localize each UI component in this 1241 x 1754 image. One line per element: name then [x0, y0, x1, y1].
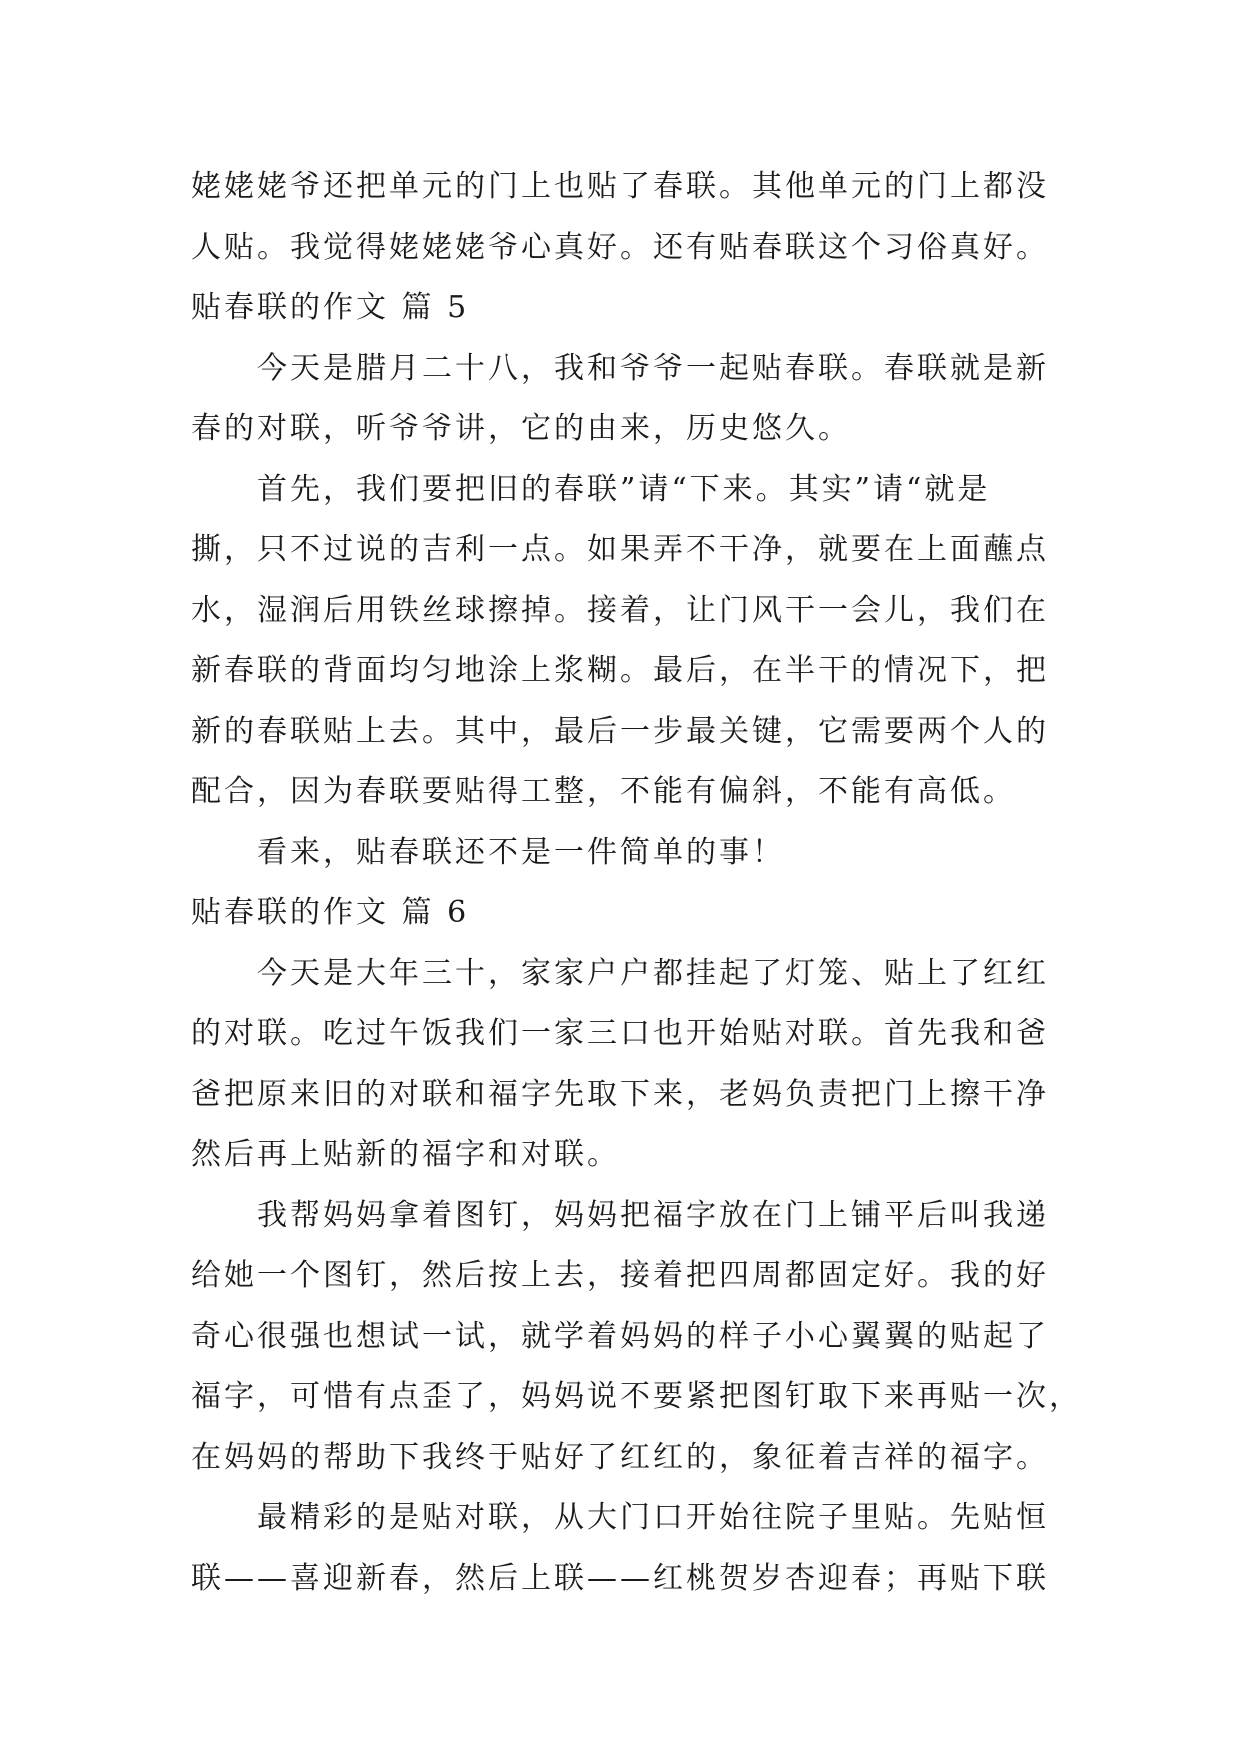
text-line: 新的春联贴上去。其中，最后一步最关键，它需要两个人的 — [191, 713, 1049, 749]
paragraph-start-line: 今天是腊月二十八，我和爷爷一起贴春联。春联就是新 — [257, 350, 1049, 386]
text-line: 人贴。我觉得姥姥姥爷心真好。还有贴春联这个习俗真好。 — [191, 229, 1049, 265]
text-line: 的对联。吃过午饭我们一家三口也开始贴对联。首先我和爸 — [191, 1016, 1049, 1051]
text-line: 联——喜迎新春，然后上联——红桃贺岁杏迎春；再贴下联 — [191, 1560, 1049, 1596]
text-line: 然后再上贴新的福字和对联。 — [191, 1137, 620, 1172]
paragraph-start-line: 看来，贴春联还不是一件简单的事！ — [257, 834, 785, 870]
text-line: 新春联的背面均匀地涂上浆糊。最后，在半干的情况下，把 — [191, 653, 1049, 688]
text-line: 撕，只不过说的吉利一点。如果弄不干净，就要在上面蘸点 — [191, 532, 1049, 567]
text-line: 奇心很强也想试一试，就学着妈妈的样子小心翼翼的贴起了 — [191, 1318, 1049, 1354]
paragraph-start-line: 我帮妈妈拿着图钉，妈妈把福字放在门上铺平后叫我递 — [257, 1197, 1049, 1233]
paragraph-start-line: 今天是大年三十，家家户户都挂起了灯笼、贴上了红红 — [257, 955, 1049, 991]
document-body — [191, 157, 1082, 1609]
text-line: 春的对联，听爷爷讲，它的由来，历史悠久。 — [191, 411, 851, 446]
text-line: 福字，可惜有点歪了，妈妈说不要紧把图钉取下来再贴一次， — [191, 1379, 1082, 1414]
section-heading: 贴春联的作文 篇 6 — [191, 895, 470, 930]
text-line: 在妈妈的帮助下我终于贴好了红红的，象征着吉祥的福字。 — [191, 1439, 1049, 1475]
text-line: 爸把原来旧的对联和福字先取下来，老妈负责把门上擦干净 — [191, 1076, 1049, 1112]
paragraph-start-line: 首先，我们要把旧的春联”请“下来。其实”请“就是 — [257, 471, 991, 507]
text-line: 配合，因为春联要贴得工整，不能有偏斜，不能有高低。 — [191, 774, 1016, 809]
text-line: 姥姥姥爷还把单元的门上也贴了春联。其他单元的门上都没 — [191, 169, 1049, 204]
paragraph-start-line: 最精彩的是贴对联，从大门口开始往院子里贴。先贴恒 — [257, 1500, 1049, 1535]
text-line: 给她一个图钉，然后按上去，接着把四周都固定好。我的好 — [191, 1258, 1049, 1293]
section-heading: 贴春联的作文 篇 5 — [191, 290, 470, 325]
text-line: 水，湿润后用铁丝球擦掉。接着，让门风干一会儿，我们在 — [191, 592, 1049, 628]
